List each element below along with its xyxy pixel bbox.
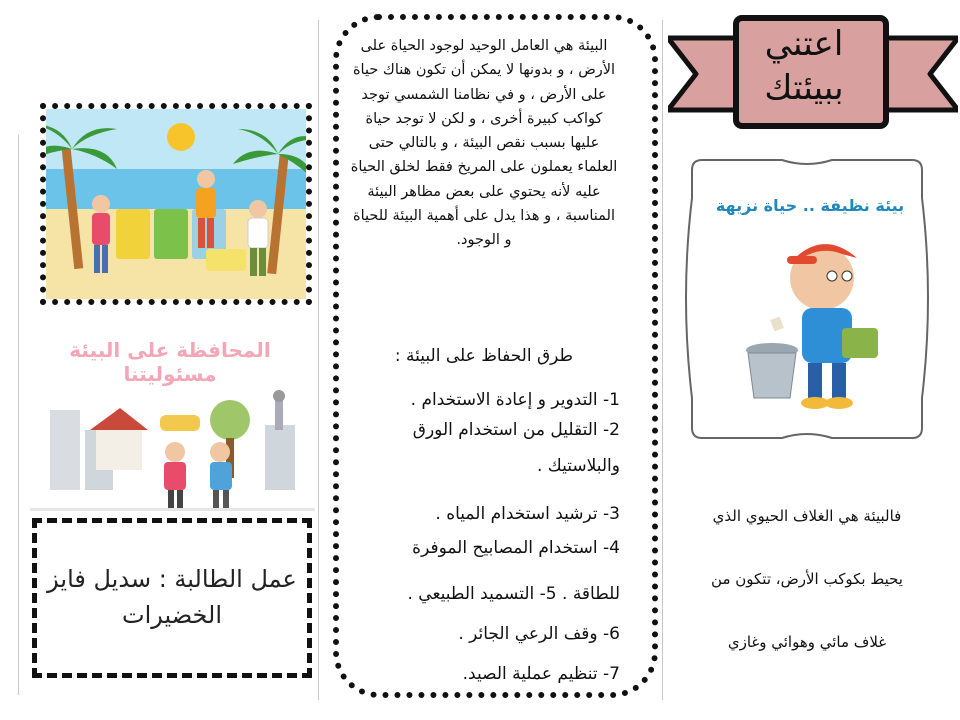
student-credit	[45, 561, 299, 633]
panel-divider-left	[18, 135, 19, 695]
way-item: 3- ترشيد استخدام المياه .	[435, 504, 620, 524]
student-credit-line1: عمل الطالبة : سديل فايز	[47, 565, 297, 593]
way-item: للطاقة . 5- التسميد الطبيعي .	[407, 584, 620, 604]
way-item: 2- التقليل من استخدام الورق	[412, 420, 620, 440]
way-item: 4- استخدام المصابيح الموفرة	[412, 538, 620, 558]
student-credit-box	[32, 518, 312, 678]
beach-cleanup-illustration	[40, 103, 312, 305]
definition-line: غلاف مائي وهوائي وغازي	[727, 633, 887, 651]
way-item: 1- التدوير و إعادة الاستخدام .	[410, 390, 620, 410]
definition-line: فالبيئة هي الغلاف الحيوي الذي	[712, 507, 902, 525]
protect-card-title: المحافظة على البيئة	[69, 338, 271, 362]
environment-intro-text: البيئة هي العامل الوحيد لوجود الحياة على الأرض ، و بدونها لا يمكن أن تكون هناك حياة على الأرض ، و في نظامنا الشمسي توجد كواكب كبيرة أخرى ، و لكن لا توجد حياة عليها بسبب نقص البيئة ، و بالتالي حتى العلماء يعملون على المريخ فقط لخلق الحياة عليه لأنه يحتوي على بعض مظاهر البيئة المناسبة ، و هذا يدل على أهمية البيئة للحياة و الوجود.	[350, 38, 618, 249]
student-credit-line2: الخضيرات	[121, 601, 223, 629]
protect-environment-card	[30, 330, 315, 520]
way-item: 7- تنظيم عملية الصيد.	[462, 664, 620, 684]
city-children-illustration	[30, 390, 315, 520]
panel-divider-middle-left	[318, 20, 319, 700]
way-item: والبلاستيك .	[536, 456, 620, 476]
ways-heading: طرق الحفاظ على البيئة :	[394, 346, 574, 366]
sun-icon	[167, 123, 195, 151]
panel-divider-middle-right	[662, 20, 663, 700]
protect-card-subtitle: مسئوليتنا	[123, 362, 217, 386]
definition-line: يحيط بكوكب الأرض، تتكون من	[711, 570, 903, 588]
banner-title: اعتني ببيئتك	[764, 24, 844, 108]
environment-definition	[672, 485, 942, 674]
way-item: 6- وقف الرعي الجائر .	[458, 624, 620, 644]
boy-card-caption: بيئة نظيفة .. حياة نزيهة	[715, 196, 905, 215]
